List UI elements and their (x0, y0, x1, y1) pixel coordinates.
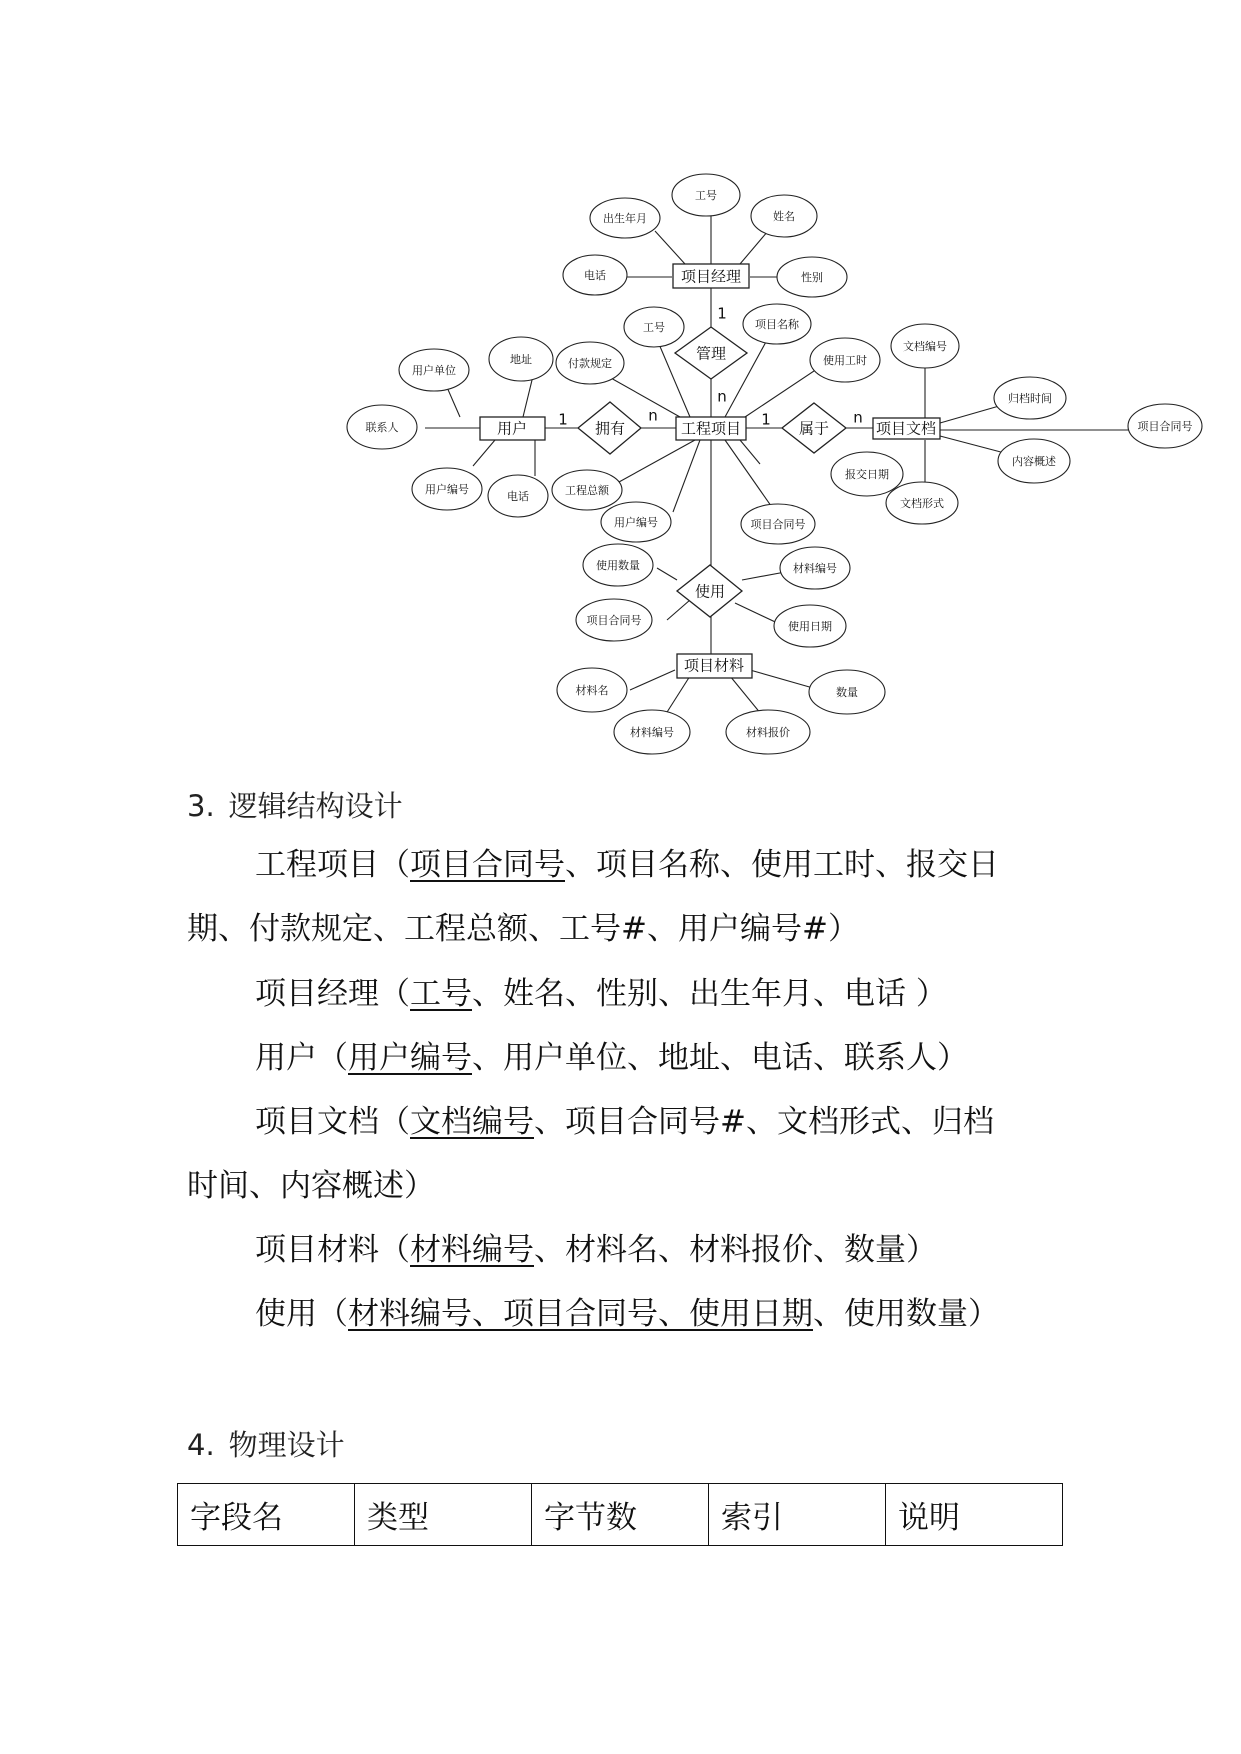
attribute-doc-id (891, 324, 959, 368)
relation-attributes: 、用户单位、地址、电话、联系人） (472, 1040, 968, 1076)
entity-project-manager (673, 264, 749, 288)
attribute-label: 材料名 (575, 684, 609, 697)
table-header-cell: 类型 (355, 1484, 532, 1546)
relation-project-line-2 (187, 909, 859, 949)
paren-open: （ (317, 1296, 348, 1332)
section-4-heading (187, 1423, 345, 1464)
relationship-manage (675, 327, 747, 379)
table-header-row (178, 1484, 1063, 1546)
attribute-label: 工号 (695, 189, 717, 202)
attribute-use-date (774, 605, 846, 647)
attribute-label: 报交日期 (845, 468, 889, 481)
attribute-label: 使用日期 (788, 620, 832, 633)
attribute-label: 文档形式 (900, 497, 944, 510)
relation-attributes: 、项目名称、使用工时、报交日 (565, 847, 999, 883)
relation-manager (255, 974, 947, 1014)
attribute-label: 材料编号 (793, 562, 837, 575)
relation-attributes: 、使用数量） (813, 1296, 999, 1332)
attribute-project-user-id (601, 502, 671, 542)
table-header-cell: 字节数 (532, 1484, 709, 1546)
attribute-pm-phone (563, 255, 627, 295)
attribute-doc-contract (1128, 404, 1202, 448)
primary-key: 用户编号 (348, 1040, 472, 1076)
attribute-material-price (726, 710, 810, 754)
attribute-pm-gender (777, 257, 847, 297)
attribute-doc-form (886, 482, 958, 524)
entity-label: 项目文档 (875, 419, 937, 438)
attribute-label: 用户编号 (614, 516, 658, 529)
entity-label: 项目经理 (680, 267, 742, 286)
attribute-label: 电话 (584, 269, 606, 282)
attribute-label: 出生年月 (603, 212, 647, 225)
attribute-use-qty (583, 544, 653, 586)
entity-label: 用户 (496, 419, 528, 438)
primary-key: 项目合同号 (410, 847, 565, 883)
relation-name: 工程项目 (255, 847, 379, 883)
attribute-project-contract (741, 504, 815, 544)
attribute-user-id (412, 468, 482, 510)
attribute-label: 联系人 (365, 421, 399, 434)
relationship-label: 管理 (695, 344, 727, 363)
attribute-label: 地址 (510, 353, 532, 366)
paren-open: （ (379, 1104, 410, 1140)
attribute-label: 数量 (836, 686, 858, 699)
section-3-heading (187, 784, 403, 825)
attribute-user-contact (347, 405, 417, 449)
attribute-user-address (489, 337, 553, 381)
attribute-user-phone (488, 475, 548, 517)
cardinality-label: 1 (558, 410, 568, 429)
attribute-label: 材料报价 (746, 726, 790, 739)
attribute-use-material-id (780, 547, 850, 589)
section-number: 3. (187, 789, 215, 823)
paren-open: （ (379, 1232, 410, 1268)
attribute-label: 文档编号 (903, 340, 947, 353)
attribute-label: 性别 (801, 271, 823, 284)
table-header-cell: 说明 (886, 1484, 1063, 1546)
attribute-material-name (557, 668, 627, 712)
table-header-cell: 索引 (709, 1484, 886, 1546)
primary-key: 材料编号、项目合同号、使用日期 (348, 1296, 813, 1332)
relation-name: 项目材料 (255, 1232, 379, 1268)
relation-project-line-1 (255, 845, 999, 885)
attribute-label: 付款规定 (568, 357, 612, 370)
attribute-label: 电话 (507, 490, 529, 503)
table-header-cell: 字段名 (178, 1484, 355, 1546)
entity-project (676, 417, 746, 440)
cardinality-label: n (853, 408, 863, 427)
attribute-material-id (614, 710, 690, 754)
relation-document-line-2 (187, 1166, 435, 1206)
entity-document (873, 418, 940, 439)
relation-name: 用户 (255, 1040, 317, 1076)
attribute-label: 项目合同号 (1137, 420, 1193, 433)
attribute-pm-name (751, 195, 817, 237)
relationship-own (578, 402, 641, 454)
relation-name: 项目经理 (255, 976, 379, 1012)
relationship-belong (782, 403, 846, 453)
relation-name: 项目文档 (255, 1104, 379, 1140)
relation-attributes: 、项目合同号#、文档形式、归档 (534, 1104, 994, 1140)
attribute-label: 项目名称 (755, 318, 799, 331)
section-title: 物理设计 (228, 1428, 345, 1462)
relation-attributes: 、材料名、材料报价、数量） (534, 1232, 937, 1268)
relation-name: 使用 (255, 1296, 317, 1332)
relation-attributes: 、姓名、性别、出生年月、电话 ） (472, 976, 947, 1012)
relationship-use (677, 565, 742, 617)
attribute-label: 项目合同号 (586, 614, 642, 627)
attribute-user-unit (399, 349, 469, 391)
primary-key: 工号 (410, 976, 472, 1012)
attribute-label: 用户编号 (425, 483, 469, 496)
attribute-label: 项目合同号 (750, 518, 806, 531)
relationship-label: 属于 (798, 419, 830, 438)
attribute-label: 工程总额 (565, 484, 609, 497)
section-title: 逻辑结构设计 (228, 789, 403, 823)
attribute-label: 使用数量 (596, 559, 640, 572)
attribute-pm-id (672, 174, 740, 216)
relationship-label: 使用 (694, 582, 726, 601)
attribute-project-pm-id (624, 307, 684, 347)
attribute-label: 工号 (643, 321, 665, 334)
attribute-label: 内容概述 (1012, 455, 1056, 468)
attribute-project-total (552, 470, 622, 510)
cardinality-label: n (717, 387, 727, 406)
cardinality-label: 1 (717, 304, 727, 323)
attribute-use-contract (576, 599, 652, 641)
primary-key: 文档编号 (410, 1104, 534, 1140)
relation-user (255, 1038, 968, 1078)
er-diagram (0, 0, 1241, 760)
relationship-label: 拥有 (594, 419, 626, 438)
attribute-doc-archive-time (994, 377, 1066, 419)
attribute-label: 使用工时 (823, 354, 867, 367)
attribute-label: 材料编号 (630, 726, 674, 739)
attribute-label: 姓名 (773, 210, 795, 223)
relation-attributes: 时间、内容概述） (187, 1168, 435, 1204)
attribute-material-qty (809, 670, 885, 714)
primary-key: 材料编号 (410, 1232, 534, 1268)
entity-material (677, 654, 752, 678)
entity-user (480, 417, 545, 440)
attribute-project-date (831, 452, 903, 496)
relation-material (255, 1230, 937, 1270)
physical-design-table (177, 1483, 1063, 1546)
paren-open: （ (317, 1040, 348, 1076)
relation-attributes: 期、付款规定、工程总额、工号#、用户编号#） (187, 911, 859, 947)
relation-use (255, 1294, 999, 1334)
attribute-project-payment (556, 342, 624, 384)
attribute-doc-summary (998, 439, 1070, 483)
cardinality-label: 1 (761, 410, 771, 429)
attribute-pm-birth (590, 198, 660, 238)
attribute-project-name (743, 304, 811, 344)
attribute-project-hours (810, 338, 880, 382)
section-number: 4. (187, 1428, 215, 1462)
attribute-label: 归档时间 (1008, 392, 1052, 405)
paren-open: （ (379, 976, 410, 1012)
entity-label: 工程项目 (680, 419, 742, 438)
entity-label: 项目材料 (683, 656, 745, 675)
cardinality-label: n (648, 406, 658, 425)
attribute-label: 用户单位 (412, 364, 456, 377)
paren-open: （ (379, 847, 410, 883)
relation-document-line-1 (255, 1102, 994, 1142)
